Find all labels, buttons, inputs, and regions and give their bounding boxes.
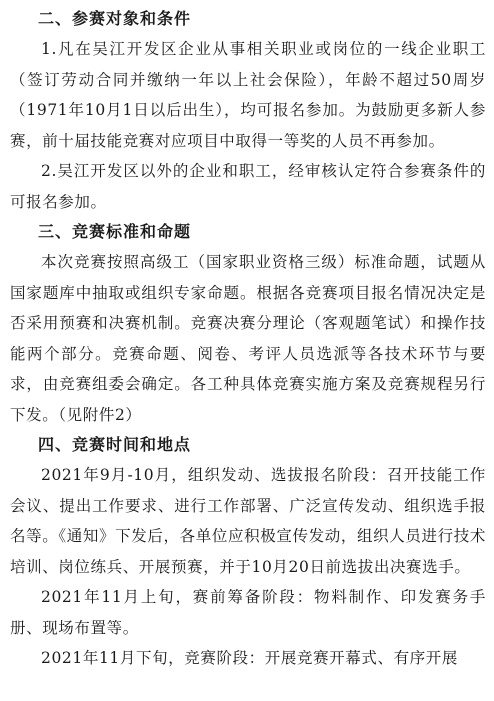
paragraph-participants-1: 1.凡在吴江开发区企业从事相关职业或岗位的一线企业职工（签订劳动合同并缴纳一年以上社会保险），年龄不超过50周岁（1971年10月1日以后出生），均可报名参加。为鼓励更多新人参赛，前十届技能竞赛对应项目中取得一等奖的人员不再参加。 (10, 40, 486, 150)
section-heading-participants: 二、参赛对象和条件 (38, 9, 192, 28)
paragraph-schedule-2: 2021年11月上旬，赛前筹备阶段：物料制作、印发赛务手册、现场布置等。 (10, 588, 486, 637)
paragraph-schedule-1: 2021年9月-10月，组织发动、选拔报名阶段：召开技能工作会议、提出工作要求、进行工作部署、广泛宣传发动、组织选手报名等。《通知》下发后，各单位应积极宣传发动，组织人员进行技术培训、岗位练兵、开展预赛，并于10月20日前选拔出决赛选手。 (10, 466, 486, 576)
paragraph-schedule-3: 2021年11月下旬，竞赛阶段：开展竞赛开幕式、有序开展 (41, 649, 458, 667)
paragraph-participants-2: 2.吴江开发区以外的企业和职工，经审核认定符合参赛条件的可报名参加。 (10, 162, 486, 211)
section-heading-schedule: 四、竞赛时间和地点 (38, 435, 192, 454)
paragraph-standards-1: 本次竞赛按照高级工（国家职业资格三级）标准命题，试题从国家题库中抽取或组织专家命题。根据各竞赛项目报名情况决定是否采用预赛和决赛机制。竞赛决赛分理论（客观题笔试）和操作技能两个部分。竞赛命题、阅卷、考评人员选派等各技术环节与要求，由竞赛组委会确定。各工种具体竞赛实施方案及竞赛规程另行下发。（见附件2） (10, 253, 486, 424)
section-heading-standards: 三、竞赛标准和命题 (38, 222, 192, 241)
